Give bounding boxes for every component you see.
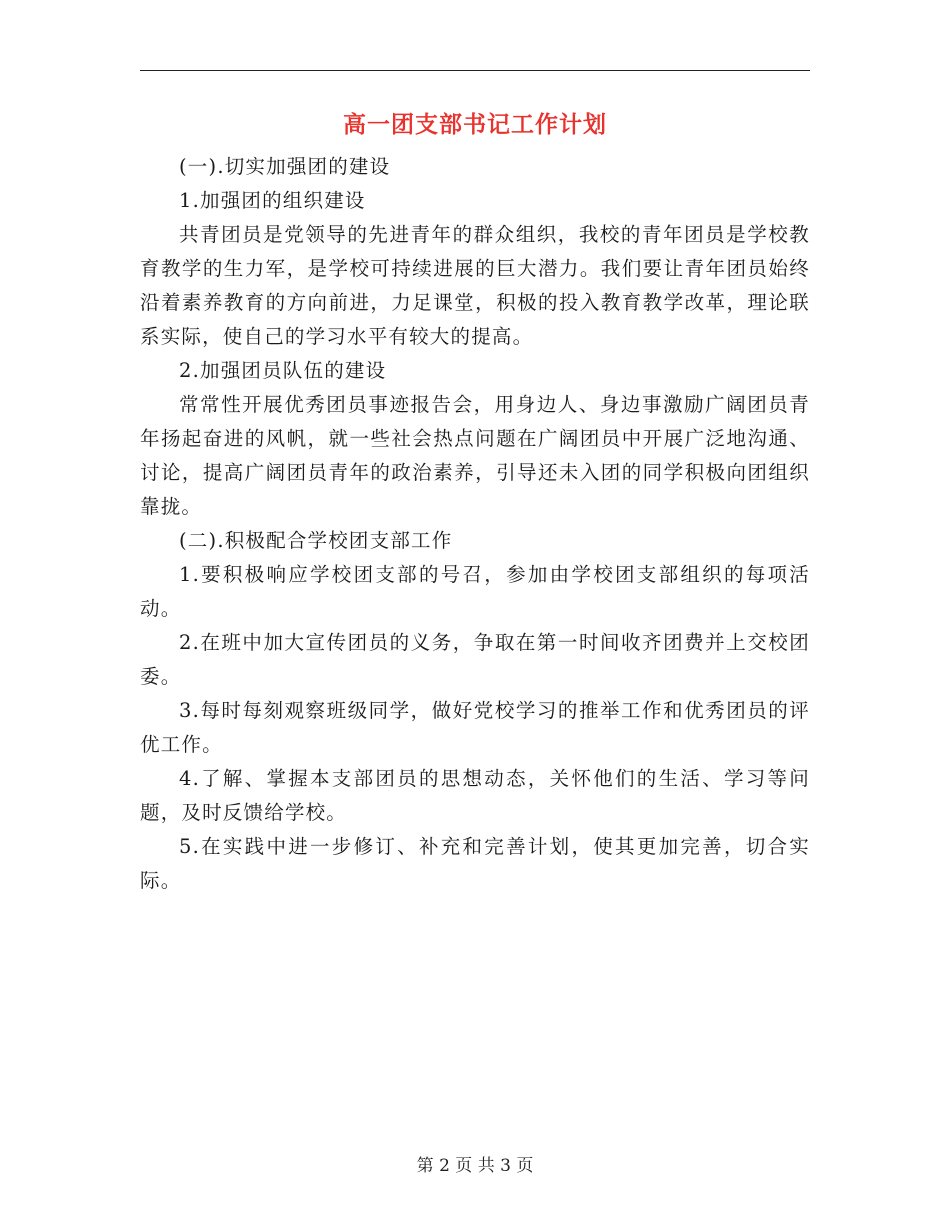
subheading-1-2: 2.加强团员队伍的建设 bbox=[179, 359, 387, 382]
document-body bbox=[140, 150, 810, 898]
section-heading-2: (二).积极配合学校团支部工作 bbox=[179, 529, 453, 552]
body-paragraph: 常常性开展优秀团员事迹报告会，用身边人、身边事激励广阔团员青年扬起奋进的风帆，就一些社会热点问题在广阔团员中开展广泛地沟通、讨论，提高广阔团员青年的政治素养，引导还未入团的同学积极向团组织靠拢。 bbox=[140, 393, 810, 518]
list-item: 5.在实践中进一步修订、补充和完善计划，使其更加完善，切合实际。 bbox=[140, 835, 810, 892]
list-item: 4.了解、掌握本支部团员的思想动态，关怀他们的生活、学习等问题，及时反馈给学校。 bbox=[140, 767, 810, 824]
body-paragraph: 共青团员是党领导的先进青年的群众组织，我校的青年团员是学校教育教学的生力军，是学校可持续进展的巨大潜力。我们要让青年团员始终沿着素养教育的方向前进，力足课堂，积极的投入教育教学改革，理论联系实际，使自己的学习水平有较大的提高。 bbox=[140, 223, 810, 348]
document-title: 高一团支部书记工作计划 bbox=[343, 112, 607, 138]
page-number: 第 2 页 共 3 页 bbox=[416, 1156, 534, 1176]
list-item: 3.每时每刻观察班级同学，做好党校学习的推举工作和优秀团员的评优工作。 bbox=[140, 699, 810, 756]
list-item: 1.要积极响应学校团支部的号召，参加由学校团支部组织的每项活动。 bbox=[140, 563, 810, 620]
subheading-1-1: 1.加强团的组织建设 bbox=[179, 189, 366, 212]
header-rule bbox=[140, 70, 810, 71]
section-heading-1: (一).切实加强团的建设 bbox=[179, 155, 391, 178]
list-item: 2.在班中加大宣传团员的义务，争取在第一时间收齐团费并上交校团委。 bbox=[140, 631, 810, 688]
